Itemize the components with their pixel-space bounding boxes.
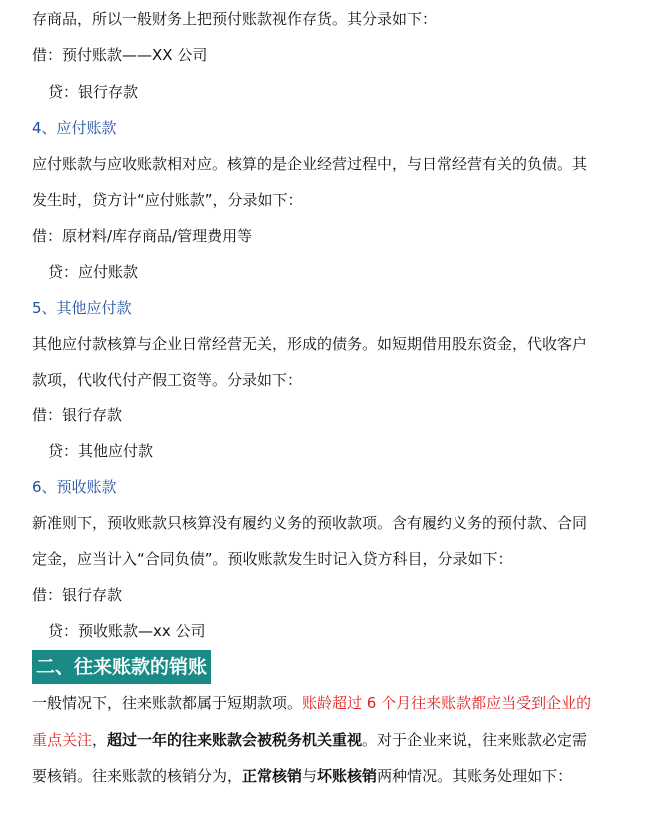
section-heading: 二、往来账款的销账	[32, 650, 211, 684]
paragraph-line	[32, 766, 631, 786]
paragraph-line	[32, 693, 631, 713]
bold-text: 超过一年的往来账款会被税务机关重视	[107, 731, 363, 749]
paragraph-line	[32, 730, 631, 750]
plain-text: 。对于企业来说，往来账款必定需	[362, 731, 588, 749]
plain-text: 一般情况下，往来账款都属于短期款项。	[32, 694, 303, 712]
bold-text: 坏账核销	[317, 767, 378, 785]
text-line: 存商品，所以一般财务上把预付账款视作存货。其分录如下：	[32, 10, 438, 28]
journal-debit: 借：预付账款——XX 公司	[32, 46, 208, 64]
journal-credit: 贷：应付账款	[48, 263, 139, 281]
subheading-accounts-payable: 4、应付账款	[32, 119, 117, 137]
journal-debit: 借：银行存款	[32, 586, 123, 604]
text-line: 应付账款与应收账款相对应。核算的是企业经营过程中，与日常经营有关的负债。其	[32, 155, 588, 173]
plain-text: 两种情况。其账务处理如下：	[377, 767, 573, 785]
plain-text: 要核销。往来账款的核销分为，	[32, 767, 243, 785]
text-line: 新准则下，预收账款只核算没有履约义务的预收款项。含有履约义务的预付款、合同	[32, 514, 588, 532]
journal-credit: 贷：预收账款—xx 公司	[48, 622, 206, 640]
journal-debit: 借：原材料/库存商品/管理费用等	[32, 227, 253, 245]
highlight-text: 重点关注	[32, 731, 93, 749]
highlight-text: 账龄超过 6 个月往来账款都应当受到企业的	[302, 694, 592, 712]
plain-text: 与	[302, 767, 318, 785]
text-line: 其他应付款核算与企业日常经营无关，形成的债务。如短期借用股东资金，代收客户	[32, 335, 588, 353]
bold-text: 正常核销	[242, 767, 303, 785]
text-line: 发生时，贷方计“应付账款”，分录如下：	[32, 191, 303, 209]
subheading-other-payables: 5、其他应付款	[32, 299, 132, 317]
text-line: 定金，应当计入“合同负债”。预收账款发生时记入贷方科目，分录如下：	[32, 550, 513, 568]
text-line: 款项，代收代付产假工资等。分录如下：	[32, 371, 303, 389]
subheading-advance-receipts: 6、预收账款	[32, 478, 117, 496]
journal-debit: 借：银行存款	[32, 406, 123, 424]
journal-credit: 贷：银行存款	[48, 83, 139, 101]
plain-text: ，	[92, 731, 108, 749]
journal-credit: 贷：其他应付款	[48, 442, 154, 460]
